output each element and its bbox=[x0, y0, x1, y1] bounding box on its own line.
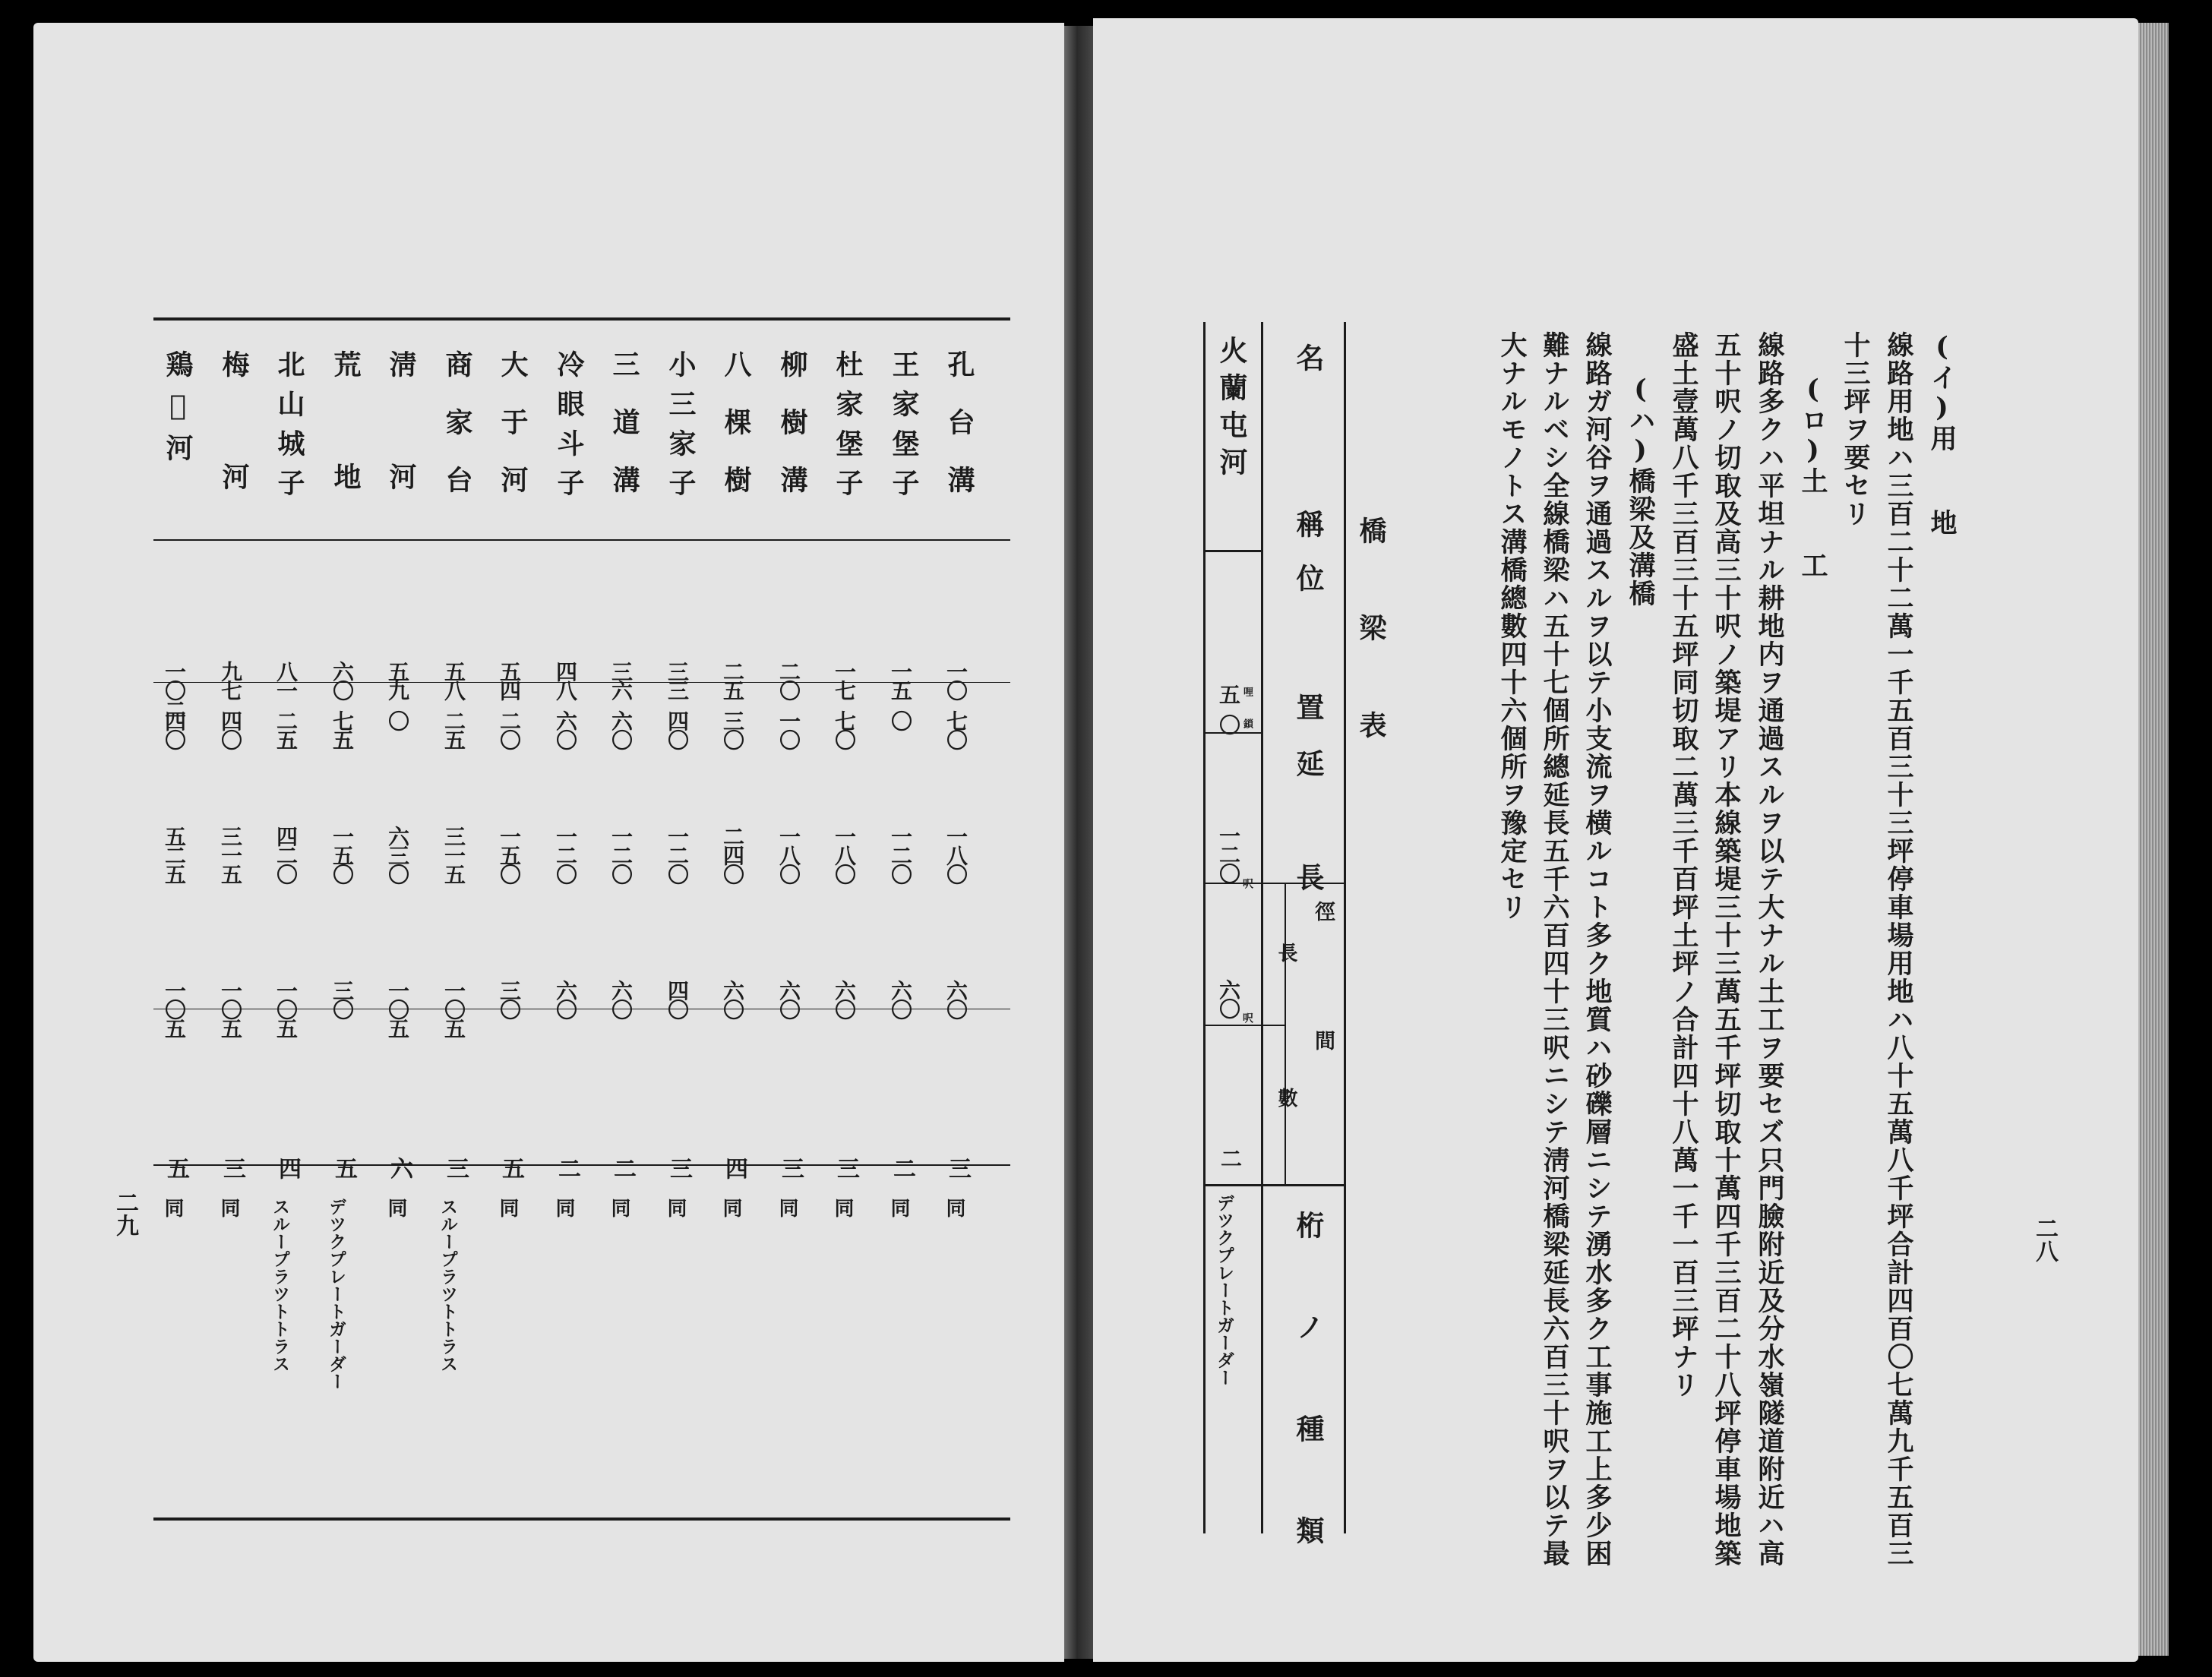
row-name: 王家堡子 bbox=[888, 350, 920, 508]
table-row bbox=[486, 323, 539, 1508]
row-position-a: 四八 bbox=[553, 661, 578, 699]
table-col-divider-1 bbox=[1261, 322, 1263, 1533]
row-name: 孔台溝 bbox=[943, 350, 975, 523]
row-span: 六〇 bbox=[943, 980, 969, 1018]
table-row bbox=[877, 323, 931, 1508]
row-name: 杜家堡子 bbox=[832, 350, 864, 508]
row-span: 三〇 bbox=[497, 980, 522, 1018]
row-position-b: 四〇 bbox=[218, 710, 243, 748]
row-span-count: 三 bbox=[665, 1157, 692, 1177]
row-position-a: 一七 bbox=[832, 661, 857, 699]
row-position-b: 二五 bbox=[273, 710, 299, 748]
section-heading: (イ)用 地 bbox=[1926, 331, 1958, 537]
body-text-line: 難ナルベシ全線橋梁ハ五十七個所總延長五千六百四十三呎ニシテ淸河橋梁延長六百三十呎ヲ以テ最 bbox=[1539, 331, 1570, 1568]
row-position-a: 九七 bbox=[218, 661, 243, 699]
header-rule-name bbox=[1203, 550, 1261, 552]
row-position-chains: 〇 bbox=[1216, 714, 1241, 733]
row-span: 六〇 bbox=[553, 980, 578, 1018]
row-girder-type: 同 bbox=[161, 1198, 184, 1215]
body-text-line: 五十呎ノ切取及高三十呎ノ築堤アリ本線築堤三十三萬五千坪切取十萬四千三百二十八坪停車場地築 bbox=[1711, 331, 1742, 1568]
row-name: 三道溝 bbox=[608, 350, 640, 523]
row-position-a: 六〇 bbox=[330, 661, 355, 699]
row-position-b: 四〇 bbox=[162, 710, 187, 748]
row-name: 八棵樹 bbox=[720, 350, 752, 523]
row-position-a: 二五 bbox=[720, 661, 745, 699]
row-length: 四二〇 bbox=[273, 826, 299, 883]
row-position-a: 五九 bbox=[385, 661, 410, 699]
row-length: 一二〇 bbox=[665, 826, 690, 883]
body-text-line: 十三坪ヲ要セリ bbox=[1840, 331, 1871, 528]
row-length bbox=[1206, 825, 1259, 893]
row-position-b: 二〇 bbox=[497, 710, 522, 748]
row-position-b: 七〇 bbox=[832, 710, 857, 748]
row-position-a: 一〇二 bbox=[162, 661, 187, 718]
row-length: 一二〇 bbox=[888, 826, 913, 883]
row-name: 鶏𪃱河 bbox=[162, 350, 194, 473]
section-heading: (ロ)土 工 bbox=[1797, 374, 1828, 580]
row-position-b: 六〇 bbox=[608, 710, 634, 748]
row-girder-type: デツクプレートガーダー bbox=[326, 1198, 347, 1390]
row-span: 四〇 bbox=[665, 980, 690, 1018]
table-col-divider-2 bbox=[1285, 883, 1286, 1184]
row-position-b: 四〇 bbox=[665, 710, 690, 748]
header-rule-count bbox=[1203, 1184, 1344, 1186]
table-row bbox=[766, 323, 819, 1508]
row-span: 一〇五 bbox=[385, 980, 410, 1037]
page-edges bbox=[2138, 23, 2169, 1656]
table-row bbox=[821, 323, 874, 1508]
row-name: 大于河 bbox=[497, 350, 529, 523]
table-bottom-rule bbox=[153, 1518, 1010, 1521]
row-position-a: 一五 bbox=[888, 661, 913, 699]
row-span-count: 四 bbox=[721, 1157, 747, 1177]
row-span: 六〇 bbox=[720, 980, 745, 1018]
row-span-count: 二 bbox=[889, 1157, 915, 1177]
row-girder-type: 同 bbox=[831, 1198, 854, 1215]
page-number-left: 二九 bbox=[112, 1191, 138, 1236]
table-row bbox=[207, 323, 261, 1508]
row-position-miles: 五 bbox=[1216, 684, 1241, 703]
row-span: 一〇五 bbox=[273, 980, 299, 1037]
row-length: 一二〇 bbox=[608, 826, 634, 883]
row-span: 六〇 bbox=[832, 980, 857, 1018]
row-span-count: 五 bbox=[498, 1157, 524, 1177]
header-position: 位 置 bbox=[1291, 564, 1325, 757]
row-name: 梅河 bbox=[218, 350, 250, 575]
row-girder-type: 同 bbox=[608, 1198, 630, 1215]
row-girder-type: 同 bbox=[776, 1198, 798, 1215]
row-length: 一八〇 bbox=[943, 826, 969, 883]
header-length: 延 長 bbox=[1291, 749, 1325, 920]
row-position-b: 一〇 bbox=[776, 710, 801, 748]
row-position-b: 〇 bbox=[888, 710, 913, 729]
row-position-b: 〇 bbox=[385, 710, 410, 729]
row-girder-type: 同 bbox=[887, 1198, 910, 1215]
row-girder-type: 同 bbox=[943, 1198, 965, 1215]
table-row bbox=[709, 323, 763, 1508]
row-length: 一八〇 bbox=[776, 826, 801, 883]
body-text-line: 線路用地ハ三百二十二萬一千五百三十三坪停車場用地ハ八十五萬八千坪合計四百〇七萬九千五百三 bbox=[1883, 331, 1914, 1568]
body-text-line: 大ナルモノトス溝橋總數四十六個所ヲ豫定セリ bbox=[1496, 331, 1528, 921]
header-name: 名 稱 bbox=[1291, 343, 1325, 565]
row-span-unit: 呎 bbox=[1241, 1012, 1253, 1023]
header-girder-type: 桁 ノ 種 類 bbox=[1291, 1211, 1325, 1567]
row-girder-type: 同 bbox=[217, 1198, 240, 1215]
body-text-line: 線路多クハ平坦ナル耕地内ヲ通過スルヲ以テ大ナル土工ヲ要セズ只門臉附近及分水嶺隧道附近ハ高 bbox=[1754, 331, 1785, 1568]
row-position-a: 一〇 bbox=[943, 661, 969, 699]
row-span bbox=[1206, 979, 1259, 1047]
row-span-value: 六〇 bbox=[1216, 979, 1241, 1017]
table-row bbox=[654, 323, 707, 1508]
section-heading: (ハ)橋梁及溝橋 bbox=[1625, 374, 1656, 608]
row-position-miles-unit: 哩 bbox=[1241, 687, 1253, 696]
row-position-b: 三〇 bbox=[720, 710, 745, 748]
table-row bbox=[933, 323, 986, 1508]
table-row bbox=[431, 323, 484, 1508]
row-girder-type: 同 bbox=[496, 1198, 519, 1215]
row-length: 一二〇 bbox=[553, 826, 578, 883]
row-name: 火蘭屯河 bbox=[1215, 336, 1248, 485]
row-length-value: 一二〇 bbox=[1216, 825, 1241, 882]
row-girder-type: 同 bbox=[664, 1198, 687, 1215]
table-row bbox=[151, 323, 204, 1508]
row-name: 柳樹溝 bbox=[776, 350, 808, 523]
row-length: 五二五 bbox=[162, 826, 187, 883]
book-gutter bbox=[1064, 26, 1093, 1659]
table-right-border bbox=[1344, 322, 1346, 1533]
table-row bbox=[374, 323, 428, 1508]
row-girder-type: デツクプレートガーダー bbox=[1214, 1194, 1235, 1386]
row-span-count: 三 bbox=[442, 1157, 469, 1177]
row-length: 三一五 bbox=[218, 826, 243, 883]
right-page bbox=[1093, 18, 2138, 1662]
table-left-border bbox=[1203, 322, 1206, 1533]
row-position-a: 五八 bbox=[441, 661, 466, 699]
header-span-group: 徑 間 bbox=[1311, 901, 1335, 1094]
row-position-b: 二五 bbox=[441, 710, 466, 748]
row-span: 一〇五 bbox=[218, 980, 243, 1037]
body-text-line: 線路ガ河谷ヲ通過スルヲ以テ小支流ヲ横ルコト多ク地質ハ砂礫層ニシテ湧水多ク工事施工上多少困 bbox=[1582, 331, 1613, 1568]
row-length: 一五〇 bbox=[330, 826, 355, 883]
row-length: 一八〇 bbox=[832, 826, 857, 883]
row-length: 二四〇 bbox=[720, 826, 745, 883]
page-number-right: 二八 bbox=[2031, 1217, 2058, 1262]
row-position-b: 六〇 bbox=[553, 710, 578, 748]
row-length-unit: 呎 bbox=[1241, 878, 1253, 889]
row-span-count: 二 bbox=[1218, 1148, 1243, 1167]
row-position-b: 七五 bbox=[330, 710, 355, 748]
row-girder-type: 同 bbox=[552, 1198, 575, 1215]
body-text-line: 盛土壹萬八千三百三十五坪同切取二萬三千百坪土坪ノ合計四十八萬一千一百三坪ナリ bbox=[1668, 331, 1699, 1399]
row-position-a: 三三 bbox=[665, 661, 690, 699]
row-girder-type: 同 bbox=[384, 1198, 407, 1215]
row-girder-type: 同 bbox=[719, 1198, 742, 1215]
row-position-a: 二〇 bbox=[776, 661, 801, 699]
row-span: 三〇 bbox=[330, 980, 355, 1018]
row-span-count: 三 bbox=[833, 1157, 859, 1177]
row-span-count: 五 bbox=[163, 1157, 189, 1177]
table-row bbox=[319, 323, 372, 1508]
row-girder-type: スループラツトトラス bbox=[270, 1198, 291, 1372]
row-span: 一〇五 bbox=[441, 980, 466, 1037]
row-name: 商家台 bbox=[441, 350, 473, 523]
row-girder-type: スループラツトトラス bbox=[438, 1198, 459, 1372]
row-length: 六三〇 bbox=[385, 826, 410, 883]
row-name: 荒地 bbox=[330, 350, 362, 575]
row-position-a: 三六 bbox=[608, 661, 634, 699]
row-span: 六〇 bbox=[608, 980, 634, 1018]
header-span-count: 數 bbox=[1275, 1088, 1297, 1107]
row-position bbox=[1206, 664, 1259, 740]
left-page bbox=[33, 23, 1064, 1662]
row-span-count: 二 bbox=[609, 1157, 636, 1177]
row-position-b: 七〇 bbox=[943, 710, 969, 748]
header-span-length: 長 bbox=[1275, 943, 1297, 962]
row-span: 六〇 bbox=[888, 980, 913, 1018]
row-span: 六〇 bbox=[776, 980, 801, 1018]
row-span: 一〇五 bbox=[162, 980, 187, 1037]
row-position-a: 八一 bbox=[273, 661, 299, 699]
row-name: 北山城子 bbox=[273, 350, 305, 508]
row-span-count: 三 bbox=[219, 1157, 245, 1177]
table-row bbox=[263, 323, 316, 1508]
row-span-count: 三 bbox=[944, 1157, 971, 1177]
table-row bbox=[542, 323, 596, 1508]
row-span-count: 三 bbox=[777, 1157, 804, 1177]
row-name: 淸河 bbox=[385, 350, 417, 575]
row-length: 一五〇 bbox=[497, 826, 522, 883]
row-span-count: 二 bbox=[554, 1157, 580, 1177]
row-span-count: 四 bbox=[274, 1157, 301, 1177]
row-length: 三一五 bbox=[441, 826, 466, 883]
table-top-rule bbox=[153, 317, 1010, 321]
row-position-a: 五四 bbox=[497, 661, 522, 699]
row-span-count: 六 bbox=[386, 1157, 412, 1177]
row-span-count: 五 bbox=[330, 1157, 357, 1177]
table-title: 橋 梁 表 bbox=[1355, 516, 1387, 760]
row-name: 冷眼斗子 bbox=[553, 350, 585, 508]
row-position-chains-unit: 鎖 bbox=[1241, 718, 1253, 728]
table-row bbox=[598, 323, 651, 1508]
row-name: 小三家子 bbox=[665, 350, 697, 508]
